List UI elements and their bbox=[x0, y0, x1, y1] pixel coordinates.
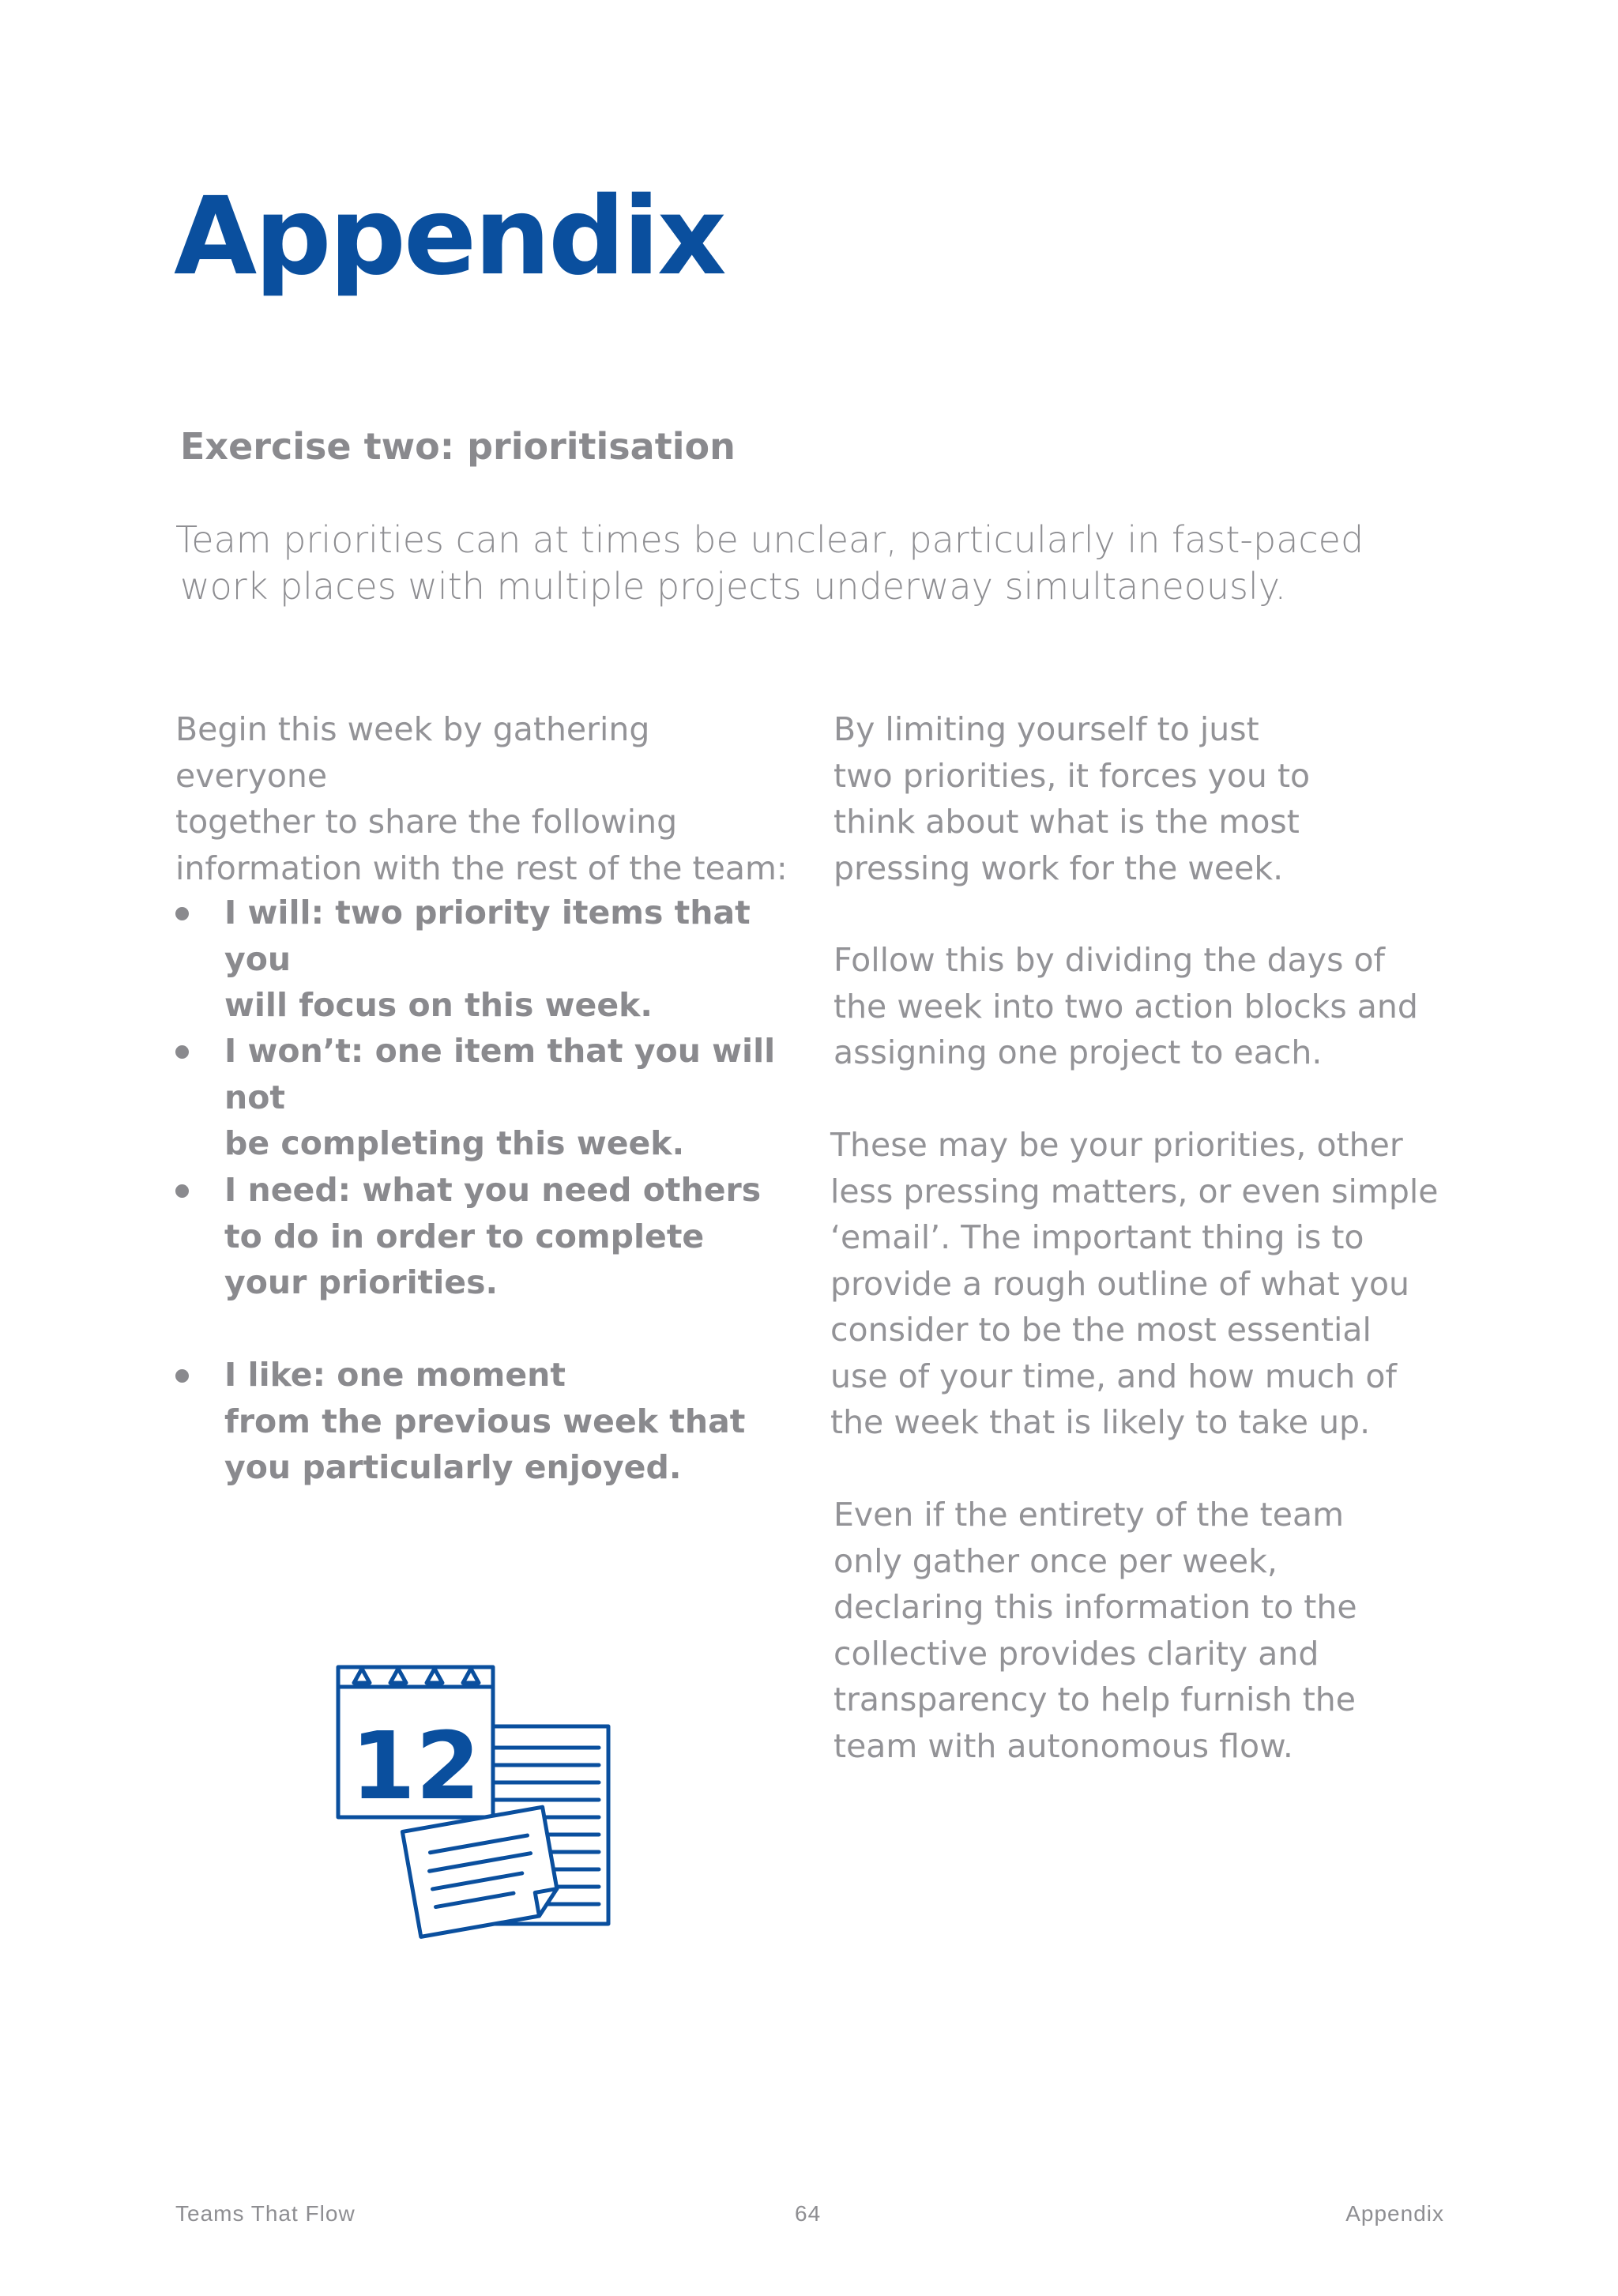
bullet-dot-icon bbox=[175, 907, 189, 920]
bullet-dot-icon bbox=[175, 1184, 189, 1198]
right-paragraph: Follow this by dividing the days of the week into two action blocks and assigning one project to each. bbox=[833, 941, 1418, 1071]
footer-section-name: Appendix bbox=[1345, 2201, 1444, 2226]
footer-publication-title: Teams That Flow bbox=[175, 2201, 356, 2226]
right-paragraph: Even if the entirety of the team only gather once per week, declaring this information to the collective provides clarity and transparency to help furnish the team with autonomous flow. bbox=[833, 1496, 1357, 1765]
bullet-dot-icon bbox=[175, 1369, 189, 1383]
bullet-text: I need: what you need others to do in order to complete your priorities. bbox=[224, 1171, 762, 1301]
bullet-text: I won’t: one item that you will not be completing this week. bbox=[224, 1032, 776, 1162]
intro-paragraph bbox=[175, 517, 1408, 610]
left-column bbox=[175, 706, 800, 1486]
footer-page-number: 64 bbox=[795, 2201, 822, 2226]
right-paragraph: By limiting yourself to just two priorities, it forces you to think about what is the most pressing work for the week. bbox=[833, 710, 1311, 887]
bullet-dot-icon bbox=[175, 1045, 189, 1059]
bullet-text: I will: two priority items that you will focus on this week. bbox=[224, 894, 751, 1024]
intro-line: Team priorities can at times be unclear, particularly in fast-paced bbox=[175, 518, 1364, 561]
section-heading: Exercise two: prioritisation bbox=[180, 425, 736, 468]
left-column-intro: Begin this week by gathering everyone together to share the following information with the rest of the team: bbox=[175, 710, 788, 887]
page-title: Appendix bbox=[174, 175, 724, 299]
calendar-number: 12 bbox=[350, 1711, 481, 1820]
calendar-notes-icon bbox=[332, 1659, 624, 1964]
bullet-text: I like: one moment from the previous week that you particularly enjoyed. bbox=[224, 1356, 746, 1486]
intro-line: work places with multiple projects underway simultaneously. bbox=[180, 565, 1287, 608]
right-paragraph: These may be your priorities, other less pressing matters, or even simple ‘email’. The important thing is to provide a rough outline of what you consider to be the most essential use of your time, and how much of the week that is likely to take up. bbox=[830, 1126, 1439, 1441]
